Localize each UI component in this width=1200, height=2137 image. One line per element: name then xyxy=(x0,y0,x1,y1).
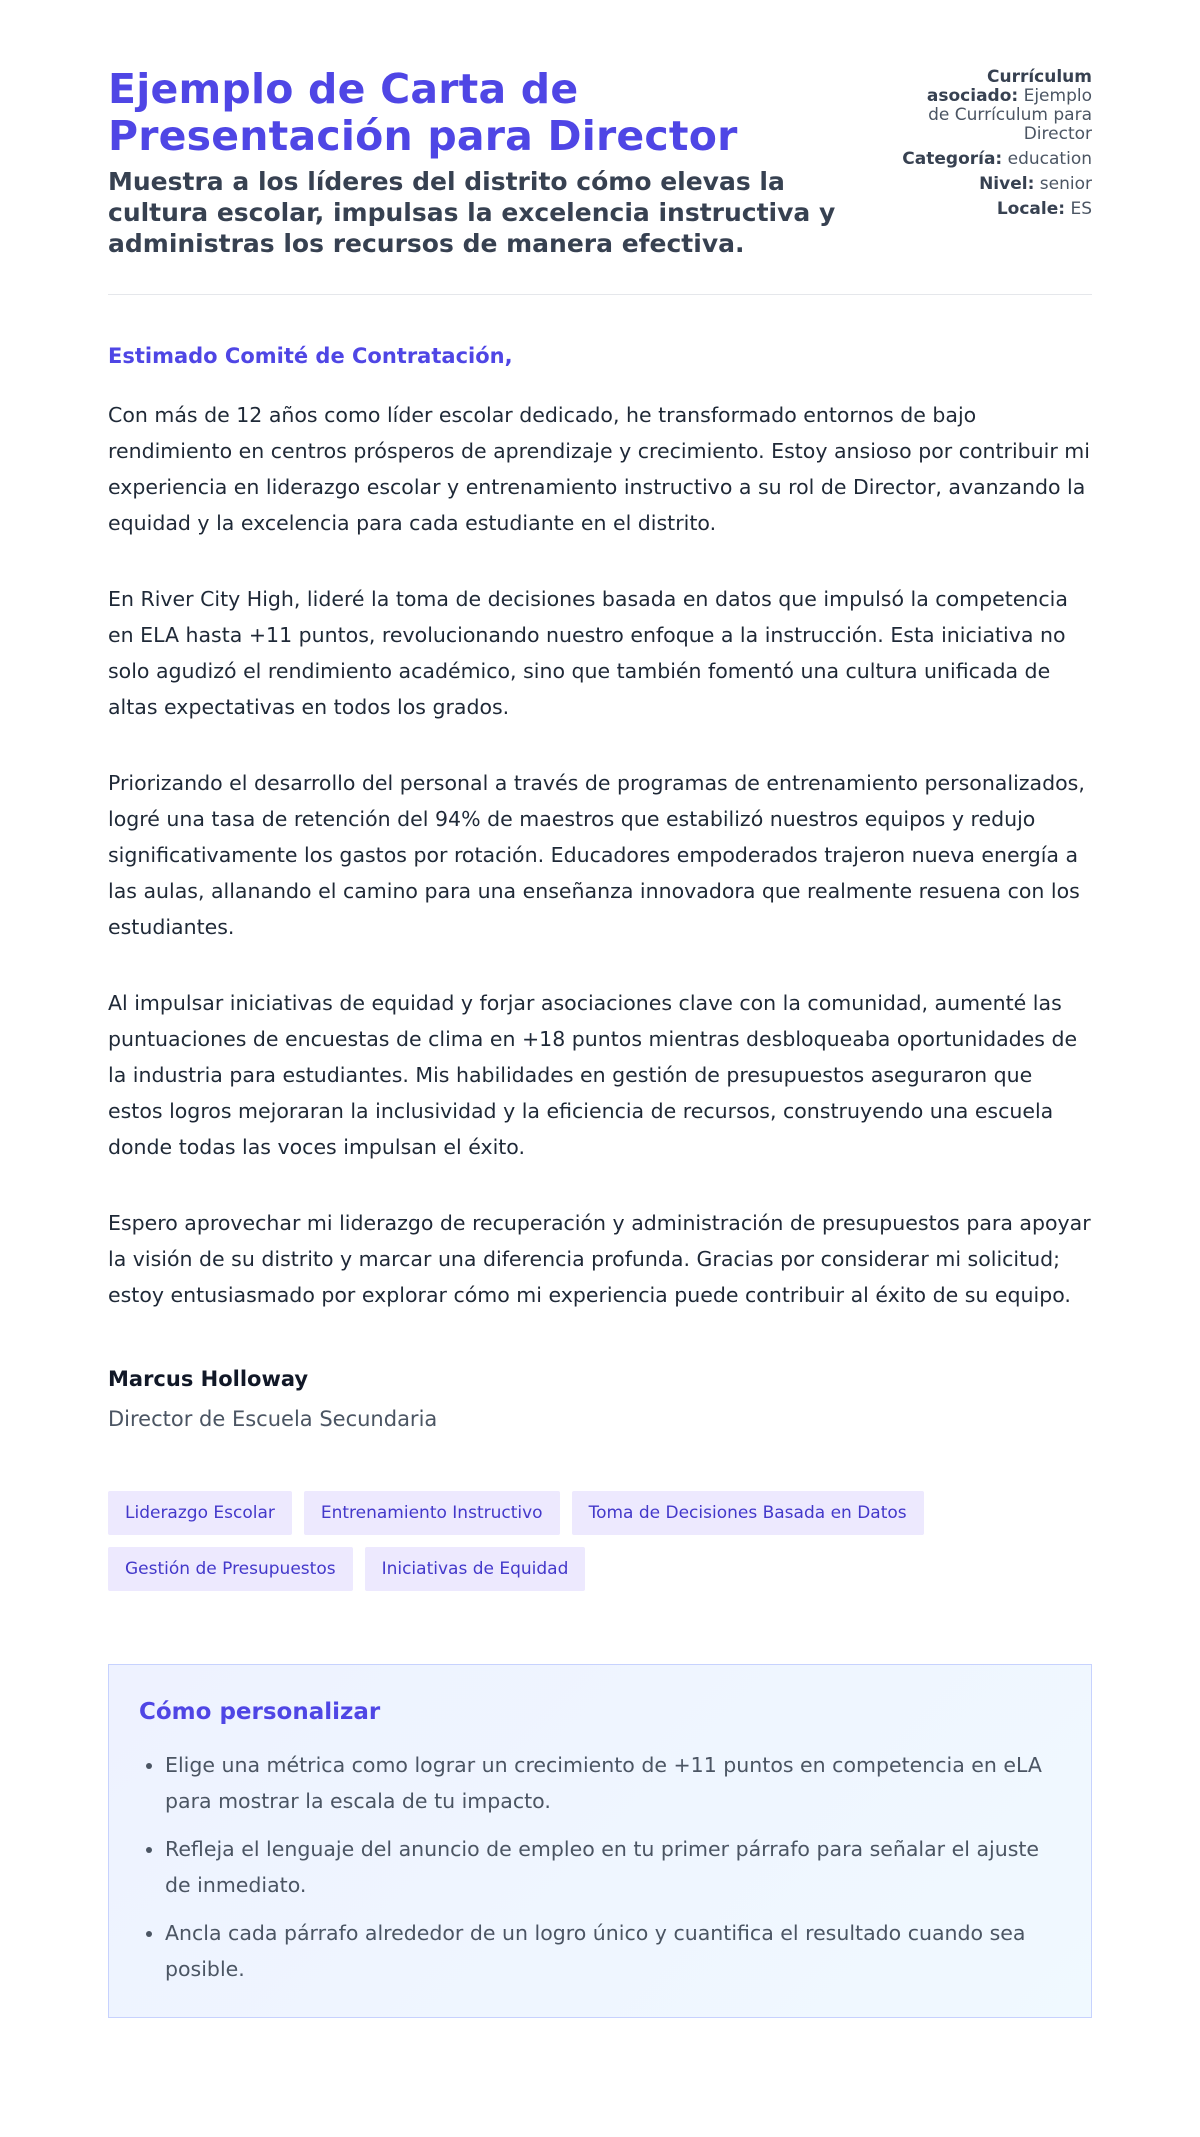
skill-tag: Iniciativas de Equidad xyxy=(365,1547,586,1591)
letter-body xyxy=(108,397,1092,1313)
tips-list xyxy=(139,1747,1061,1987)
letter-paragraph: En River City High, lideré la toma de decisiones basada en datos que impulsó la competencia en ELA hasta +11 puntos, revolucionando nuestro enfoque a la instrucción. Esta iniciativa no solo agudizó el rendimiento académico, sino que también fomentó una cultura unificada de altas expectativas en todos los grados. xyxy=(108,587,1068,719)
letter-paragraph: Con más de 12 años como líder escolar dedicado, he transformado entornos de bajo rendimiento en centros prósperos de aprendizaje y crecimiento. Estoy ansioso por contribuir mi experiencia en liderazgo escolar y entrenamiento instructivo a su rol de Director, avanzando la equidad y la excelencia para cada estudiante en el distrito. xyxy=(108,403,1090,535)
letter-signature xyxy=(108,1364,1092,1434)
meta-locale-label: Locale: xyxy=(996,199,1066,219)
skill-tag: Gestión de Presupuestos xyxy=(108,1547,353,1591)
tips-item: • Refleja el lenguaje del anuncio de empleo en tu primer párrafo para señalar el ajuste de inmediato. xyxy=(165,1831,1061,1903)
page-header xyxy=(108,66,1092,259)
meta-locale xyxy=(902,200,1092,219)
meta-category-value: education xyxy=(1007,149,1092,169)
customization-tips xyxy=(108,1664,1092,2018)
tips-title: Cómo personalizar xyxy=(139,1699,381,1725)
letter-salutation: Estimado Comité de Contratación, xyxy=(108,344,513,368)
signature-name: Marcus Holloway xyxy=(108,1367,309,1391)
skill-tag: Liderazgo Escolar xyxy=(108,1491,292,1535)
header-titles xyxy=(108,66,888,259)
meta-panel xyxy=(902,68,1092,225)
meta-resume-label: Currículum asociado: xyxy=(926,67,1092,106)
meta-category-label: Categoría: xyxy=(902,149,1003,169)
meta-level-label: Nivel: xyxy=(979,174,1035,194)
skill-tags xyxy=(108,1491,1092,1603)
tips-item: • Elige una métrica como lograr un crecimiento de +11 puntos en competencia en eLA para mostrar la escala de tu impacto. xyxy=(165,1747,1061,1819)
meta-resume-value: Ejemplo de Currículum para Director xyxy=(928,86,1092,144)
signature-title: Director de Escuela Secundaria xyxy=(108,1407,438,1431)
header-divider xyxy=(108,294,1092,295)
page-title: Ejemplo de Carta de Presentación para Director xyxy=(108,65,738,160)
letter-paragraph: Al impulsar iniciativas de equidad y forjar asociaciones clave con la comunidad, aumenté las puntuaciones de encuestas de clima en +18 puntos mientras desbloqueaba oportunidades de la industria para estudiantes. Mis habilidades en gestión de presupuestos aseguraron que estos logros mejoraran la inclusividad y la eficiencia de recursos, construyendo una escuela donde todas las voces impulsan el éxito. xyxy=(108,991,1078,1159)
skill-tag: Toma de Decisiones Basada en Datos xyxy=(572,1491,924,1535)
meta-resume xyxy=(902,68,1092,144)
meta-level xyxy=(902,175,1092,194)
skill-tag: Entrenamiento Instructivo xyxy=(304,1491,560,1535)
tips-item: • Ancla cada párrafo alrededor de un logro único y cuantifica el resultado cuando sea posible. xyxy=(165,1915,1061,1987)
letter-paragraph: Priorizando el desarrollo del personal a través de programas de entrenamiento personalizados, logré una tasa de retención del 94% de maestros que estabilizó nuestros equipos y redujo significativamente los gastos por rotación. Educadores empoderados trajeron nueva energía a las aulas, allanando el camino para una enseñanza innovadora que realmente resuena con los estudiantes. xyxy=(108,771,1085,939)
page-subtitle: Muestra a los líderes del distrito cómo elevas la cultura escolar, impulsas la excelencia instructiva y administras los recursos de manera efectiva. xyxy=(108,167,836,258)
meta-locale-value: ES xyxy=(1070,199,1092,219)
meta-level-value: senior xyxy=(1039,174,1092,194)
letter-paragraph: Espero aprovechar mi liderazgo de recuperación y administración de presupuestos para apoyar la visión de su distrito y marcar una diferencia profunda. Gracias por considerar mi solicitud; estoy entusiasmado por explorar cómo mi experiencia puede contribuir al éxito de su equipo. xyxy=(108,1211,1091,1307)
meta-category xyxy=(902,150,1092,169)
